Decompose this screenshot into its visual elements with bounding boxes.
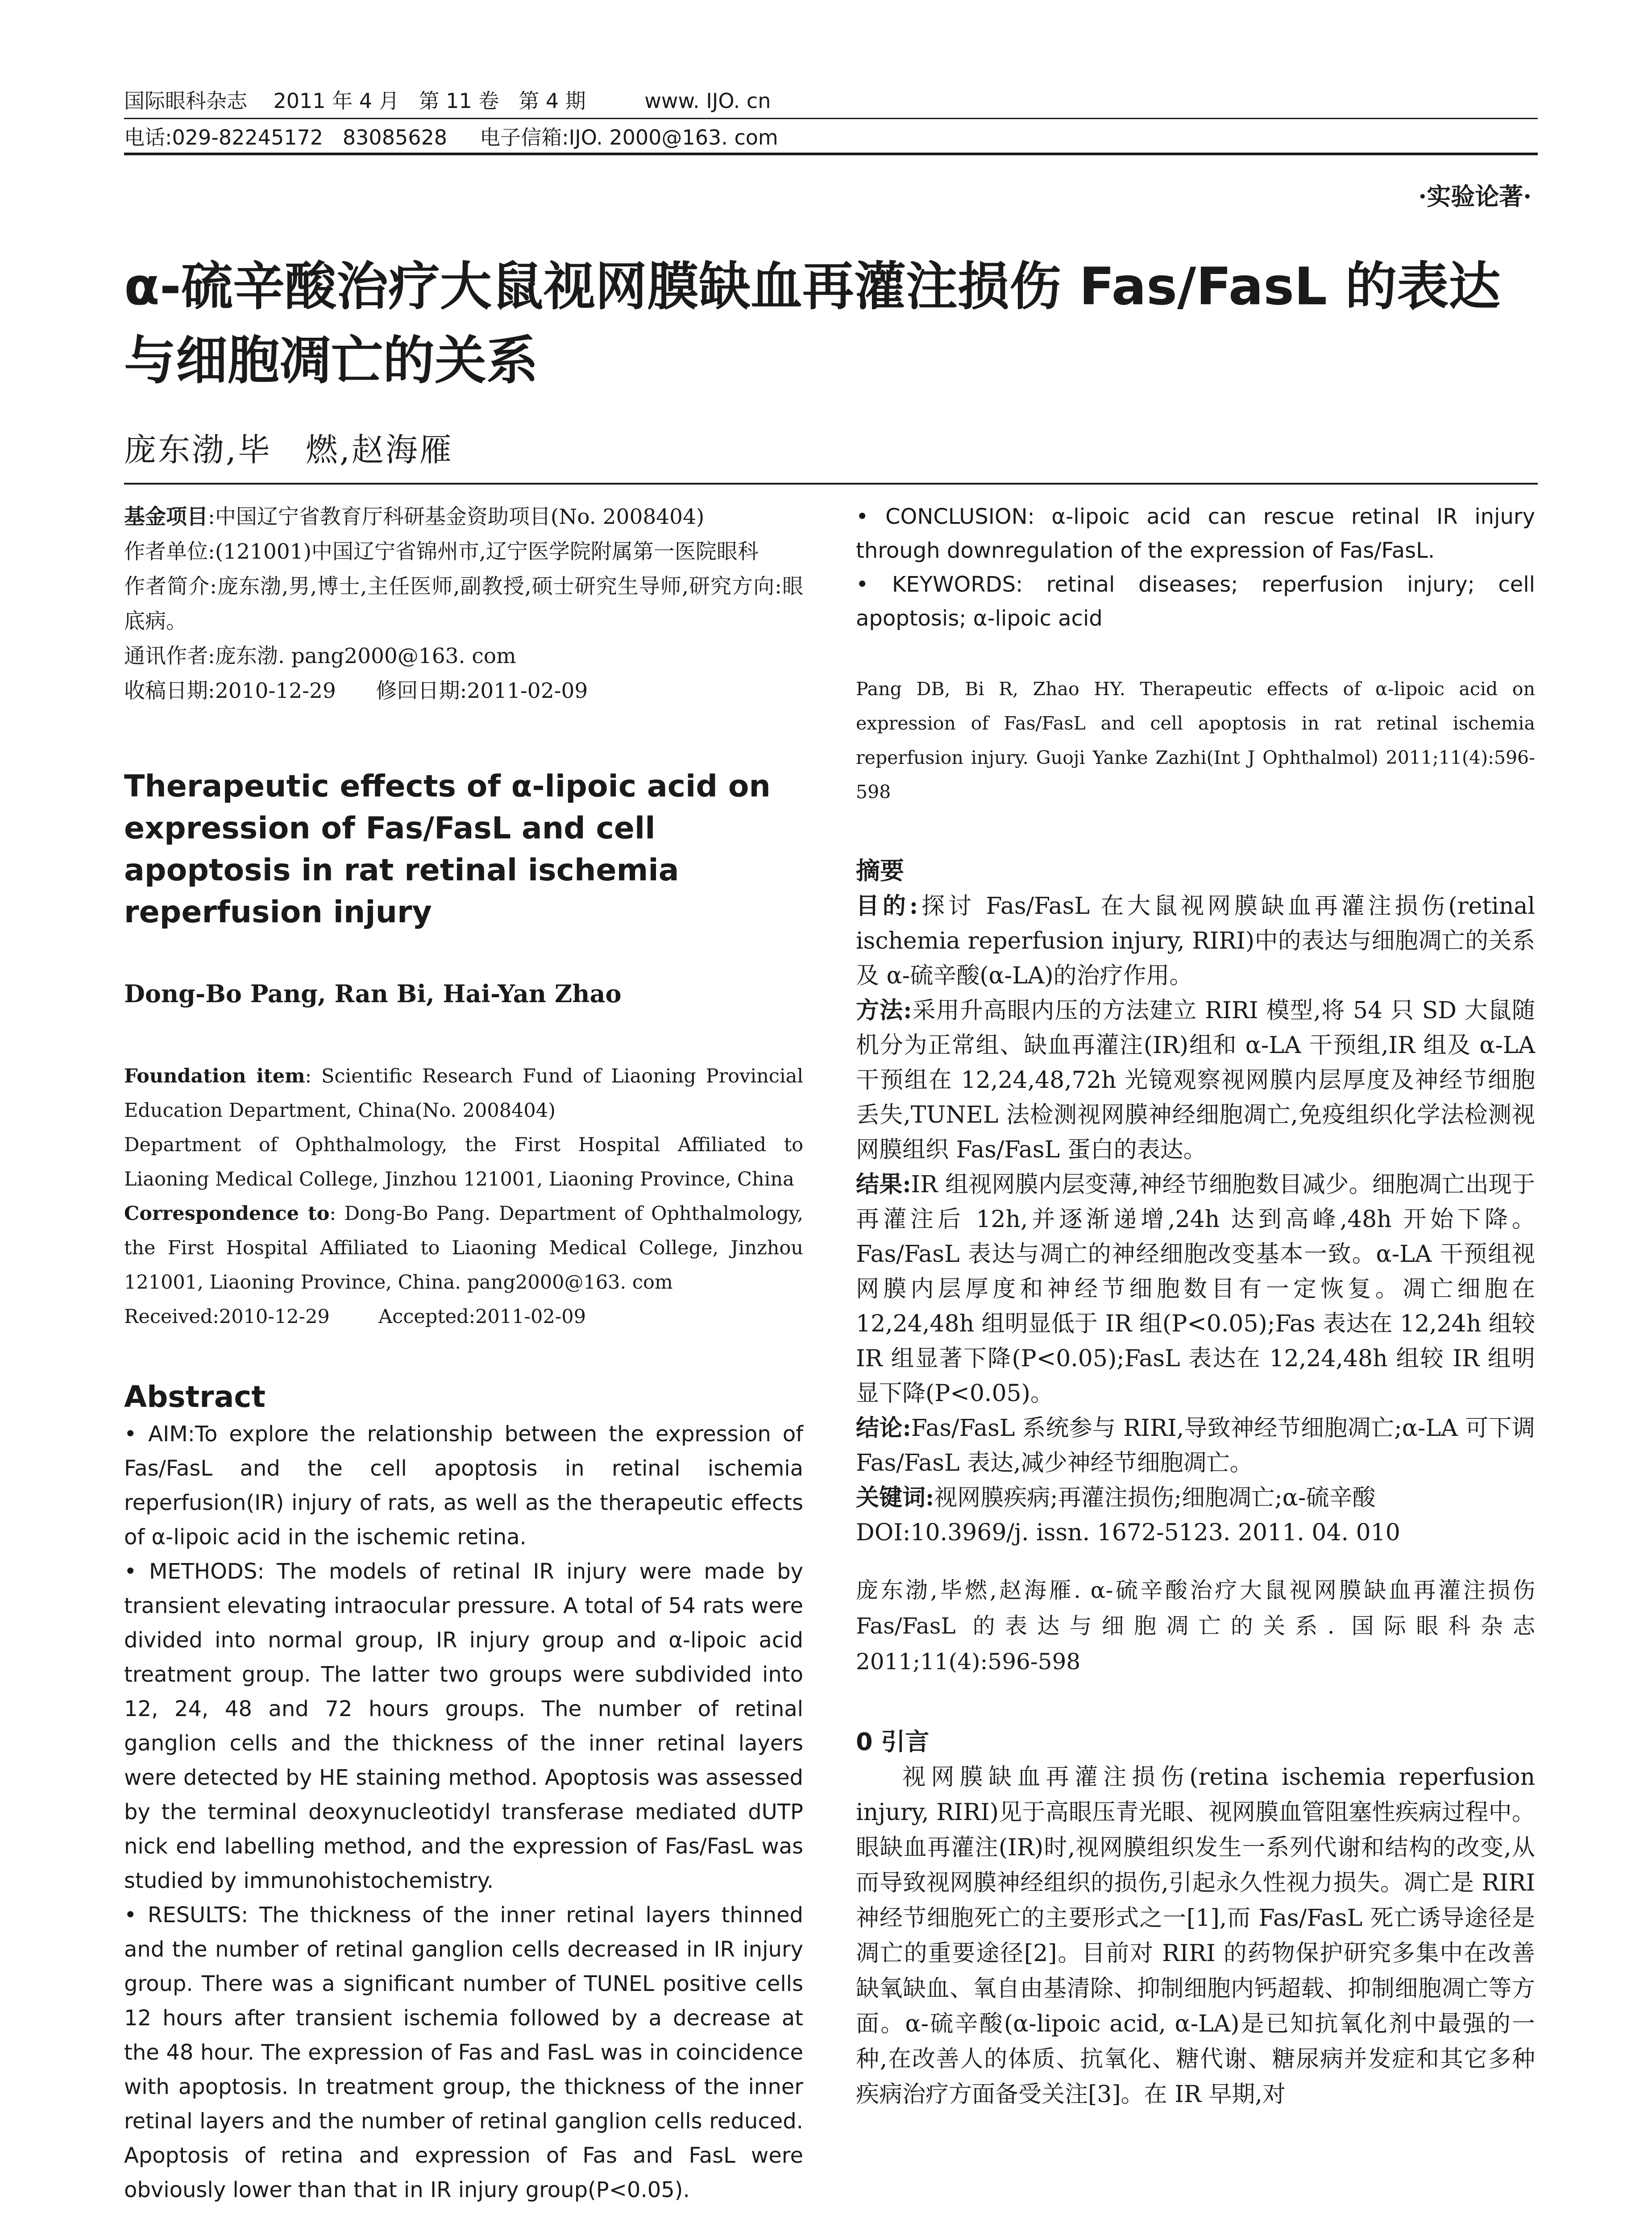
header-rule-thick xyxy=(124,153,1538,155)
header-rule-thin xyxy=(124,118,1538,119)
fund-text-zh: :中国辽宁省教育厅科研基金资助项目(No. 2008404) xyxy=(208,505,705,529)
zhaiyao-conclusion-label: 结论: xyxy=(856,1414,911,1442)
corr-zh: 通讯作者:庞东渤. pang2000@163. com xyxy=(124,644,516,668)
zhaiyao-body xyxy=(856,889,1535,1550)
zhaiyao-results-text: IR 组视网膜内层变薄,神经节细胞数目减少。细胞凋亡出现于再灌注后 12h,并逐渐递增,24h 达到高峰,48h 开始下降。Fas/FasL 表达与凋亡的神经细胞改变基本一致。α-LA 干预组视网膜内层厚度和神经节细胞数目有一定恢复。凋亡细胞在 12,24,48h 组明显低于 IR 组(P<0.05);Fas 表达在 12,24h 组较 IR 组显著下降(P<0.05);FasL 表达在 12,24,48h 组较 IR 组明显下降(P<0.05)。 xyxy=(856,1171,1535,1407)
abstract-conclusion: • CONCLUSION: α-lipoic acid can rescue retinal IR injury through downregulation of the expression of Fas/FasL. xyxy=(856,504,1535,563)
authors-en: Dong-Bo Pang, Ran Bi, Hai-Yan Zhao xyxy=(124,979,622,1008)
correspondence-text-en: : Dong-Bo Pang. Department of Ophthalmology, the First Hospital Affiliated to Liaoning Medical College, Jinzhou 121001, Liaoning Province, China. pang2000@163. com xyxy=(124,1203,803,1294)
citation-en: Pang DB, Bi R, Zhao HY. Therapeutic effects of α-lipoic acid on expression of Fas/FasL and cell apoptosis in rat retinal ischemia reperfusion injury. Guoji Yanke Zazhi(Int J Ophthalmol) 2011;11(4):596-598 xyxy=(856,678,1535,803)
zhaiyao-methods xyxy=(856,993,1535,1167)
title-rule xyxy=(124,483,1538,485)
zhaiyao-aim-text: 探讨 Fas/FasL 在大鼠视网膜缺血再灌注损伤(retinal ischemia reperfusion injury, RIRI)中的表达与细胞凋亡的关系及 α-硫辛酸(α-LA)的治疗作用。 xyxy=(856,893,1535,989)
authors-zh: 庞东渤,毕 燃,赵海雁 xyxy=(124,431,453,469)
abstract-heading: Abstract xyxy=(124,1380,266,1414)
correspondence-en xyxy=(124,1197,803,1300)
right-column xyxy=(856,500,1535,2112)
abstract-methods: • METHODS: The models of retinal IR injury were made by transient elevating intraocular pressure. A total of 54 rats were divided into normal group, IR injury group and α-lipoic acid treatment group. The latter two groups were subdivided into 12, 24, 48 and 72 hours groups. The number of retinal ganglion cells and the thickness of the inner retinal layers were detected by HE staining method. Apoptosis was assessed by the terminal deoxynucleotidyl transferase mediated dUTP nick end labelling method, and the expression of Fas/FasL was studied by immunohistochemistry. xyxy=(124,1559,803,1893)
zhaiyao-conclusion xyxy=(856,1411,1535,1480)
fund-label-zh: 基金项目 xyxy=(124,505,208,529)
metadata-en xyxy=(124,1059,803,1334)
received-en: Received:2010-12-29 Accepted:2011-02-09 xyxy=(124,1306,586,1328)
metadata-zh xyxy=(124,500,803,709)
foundation-en xyxy=(124,1059,803,1128)
abstract-en-continued xyxy=(856,500,1535,635)
abstract-results: • RESULTS: The thickness of the inner retinal layers thinned and the number of retinal ganglion cells decreased in IR injury group. There was a significant number of TUNEL positive cells 12 hours after transient ischemia followed by a decrease at the 48 hour. The expression of Fas and FasL was in coincidence with apoptosis. In treatment group, the thickness of the inner retinal layers and the number of retinal ganglion cells reduced. Apoptosis of retina and expression of Fas and FasL were obviously lower than that in IR injury group(P<0.05). xyxy=(124,1903,803,2202)
abstract-keywords: • KEYWORDS: retinal diseases; reperfusion injury; cell apoptosis; α-lipoic acid xyxy=(856,572,1535,631)
correspondence-label-en: Correspondence to xyxy=(124,1203,330,1225)
unit-zh: 作者单位:(121001)中国辽宁省锦州市,辽宁医学院附属第一医院眼科 xyxy=(124,539,759,564)
zhaiyao-methods-text: 采用升高眼内压的方法建立 RIRI 模型,将 54 只 SD 大鼠随机分为正常组、缺血再灌注(IR)组和 α-LA 干预组,IR 组及 α-LA 干预组在 12,24,48,72h 光镜观察视网膜内层厚度及神经节细胞丢失,TUNEL 法检测视网膜神经细胞凋亡,免疫组织化学法检测视网膜组织 Fas/FasL 蛋白的表达。 xyxy=(856,997,1535,1163)
zhaiyao-keywords-label: 关键词: xyxy=(856,1484,934,1511)
zhaiyao-conclusion-text: Fas/FasL 系统参与 RIRI,导致神经节细胞凋亡;α-LA 可下调 Fas/FasL 表达,减少神经节细胞凋亡。 xyxy=(856,1415,1535,1476)
article-title-en: Therapeutic effects of α-lipoic acid on expression of Fas/FasL and cell apoptosis in rat retinal ischemia reperfusion injury xyxy=(124,769,771,930)
citation-zh: 庞东渤,毕燃,赵海雁. α-硫辛酸治疗大鼠视网膜缺血再灌注损伤 Fas/FasL 的表达与细胞凋亡的关系. 国际眼科杂志 2011;11(4):596-598 xyxy=(856,1577,1535,1675)
zhaiyao-keywords xyxy=(856,1480,1535,1515)
foundation-text-en: : Scientific Research Fund of Liaoning Provincial Education Department, China(No. 2008404) xyxy=(124,1065,803,1122)
fund-zh xyxy=(124,500,803,535)
zhaiyao-heading: 摘要 xyxy=(856,857,904,885)
doi: DOI:10.3969/j. issn. 1672-5123. 2011. 04. 010 xyxy=(856,1519,1400,1546)
article-title-zh: α-硫辛酸治疗大鼠视网膜缺血再灌注损伤 Fas/FasL 的表达与细胞凋亡的关系 xyxy=(124,257,1501,391)
journal-contact-line: 电话:029-82245172 83085628 电子信箱:IJO. 2000@163. com xyxy=(124,125,778,149)
abstract-en xyxy=(124,1417,803,2207)
left-column xyxy=(124,500,803,2207)
zhaiyao-aim-label: 目的: xyxy=(856,892,918,920)
intro-text: 视网膜缺血再灌注损伤(retina ischemia reperfusion injury, RIRI)见于高眼压青光眼、视网膜血管阻塞性疾病过程中。眼缺血再灌注(IR)时,视网膜组织发生一系列代谢和结构的改变,从而导致视网膜神经组织的损伤,引起永久性视力损失。凋亡是 RIRI 神经节细胞死亡的主要形式之一[1],而 Fas/FasL 死亡诱导途径是凋亡的重要途径[2]。目前对 RIRI 的药物保护研究多集中在改善缺氧缺血、氧自由基清除、抑制细胞内钙超载、抑制细胞凋亡等方面。α-硫辛酸(α-lipoic acid, α-LA)是已知抗氧化剂中最强的一种,在改善人的体质、抗氧化、糖代谢、糖尿病并发症和其它多种疾病治疗方面备受关注[3]。在 IR 早期,对 xyxy=(856,1764,1535,2108)
bio-zh: 作者简介:庞东渤,男,博士,主任医师,副教授,硕士研究生导师,研究方向:眼底病。 xyxy=(124,574,803,634)
zhaiyao-results xyxy=(856,1167,1535,1411)
department-en: Department of Ophthalmology, the First Hospital Affiliated to Liaoning Medical College, Jinzhou 121001, Liaoning Province, China xyxy=(124,1134,803,1190)
zhaiyao-aim xyxy=(856,889,1535,993)
journal-issue-line: 国际眼科杂志 2011 年 4 月 第 11 卷 第 4 期 www. IJO. cn xyxy=(124,89,771,113)
foundation-label-en: Foundation item xyxy=(124,1065,305,1087)
dates-zh: 收稿日期:2010-12-29 修回日期:2011-02-09 xyxy=(124,679,588,703)
abstract-aim: • AIM:To explore the relationship between the expression of Fas/FasL and the cell apoptosis in retinal ischemia reperfusion(IR) injury of rats, as well as the therapeutic effects of α-lipoic acid in the ischemic retina. xyxy=(124,1422,803,1550)
intro-heading: 0 引言 xyxy=(856,1728,930,1756)
zhaiyao-keywords-text: 视网膜疾病;再灌注损伤;细胞凋亡;α-硫辛酸 xyxy=(934,1485,1376,1511)
zhaiyao-methods-label: 方法: xyxy=(856,997,912,1024)
section-label: ·实验论著· xyxy=(1418,182,1532,211)
zhaiyao-results-label: 结果: xyxy=(856,1171,911,1198)
